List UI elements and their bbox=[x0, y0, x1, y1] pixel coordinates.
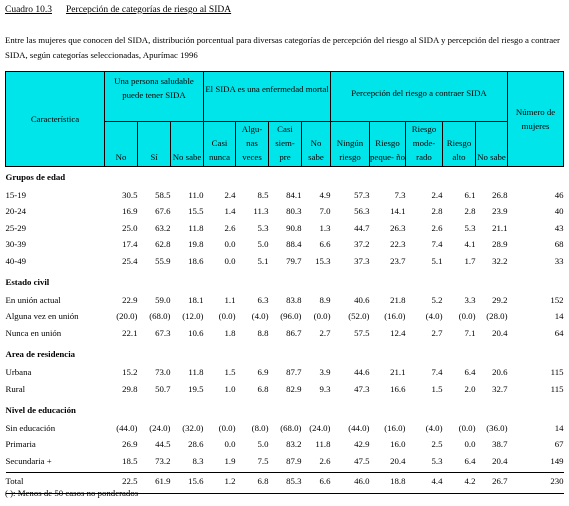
header-col: Sí bbox=[138, 122, 171, 167]
table-cell: 85.3 bbox=[269, 473, 302, 490]
table-cell: 9.3 bbox=[319, 383, 331, 394]
table-cell: 5.3 bbox=[257, 222, 269, 233]
table-cell: 79.7 bbox=[286, 255, 302, 266]
row-label: Sin educación bbox=[5, 423, 56, 434]
header-characteristic: Característica bbox=[6, 72, 105, 167]
row-label: En unión actual bbox=[5, 295, 61, 306]
table-cell: 1.1 bbox=[224, 295, 236, 306]
table-cell: 64 bbox=[554, 327, 564, 338]
table-cell: 57.5 bbox=[354, 327, 370, 338]
header-group-mortal: El SIDA es una enfermedad mortal bbox=[204, 72, 331, 122]
table-cell: (32.0) bbox=[182, 423, 204, 434]
table-cell: 7.4 bbox=[431, 239, 443, 250]
table-cell: 6.8 bbox=[236, 473, 269, 490]
table-cell: 1.9 bbox=[224, 455, 236, 466]
table-cell: 1.5 bbox=[431, 383, 443, 394]
row-label: 40-49 bbox=[5, 255, 27, 266]
table-cell: 44.7 bbox=[354, 222, 370, 233]
table-cell: 15.5 bbox=[188, 206, 204, 217]
table-cell: 67 bbox=[554, 439, 564, 450]
table-cell: 20.4 bbox=[492, 455, 508, 466]
table-cell: 2.4 bbox=[431, 190, 443, 200]
table-cell: 5.1 bbox=[257, 255, 269, 266]
header-col: No sabe bbox=[476, 122, 508, 167]
footnote: ( ): Menos de 50 casos no ponderados bbox=[5, 488, 139, 498]
table-cell: (8.0) bbox=[251, 423, 269, 434]
table-cell: 11.3 bbox=[253, 206, 269, 217]
header-col: Riesgo peque- ño bbox=[370, 122, 406, 167]
table-cell: 7.3 bbox=[394, 190, 406, 200]
table-cell: 47.5 bbox=[354, 455, 370, 466]
table-cell: (0.0) bbox=[458, 311, 476, 322]
table-cell: 2.5 bbox=[431, 439, 443, 450]
header-col: No sabe bbox=[171, 122, 204, 167]
table-cell: 22.1 bbox=[122, 327, 138, 338]
table-row bbox=[6, 220, 564, 236]
table-cell: 25.0 bbox=[122, 222, 138, 233]
table-cell: (4.0) bbox=[425, 311, 443, 322]
table-cell: 22.5 bbox=[105, 473, 138, 490]
table-cell: (96.0) bbox=[280, 311, 302, 322]
table-row bbox=[6, 381, 564, 397]
table-cell: 12.4 bbox=[390, 327, 406, 338]
table-row bbox=[6, 236, 564, 252]
table-cell: 43 bbox=[554, 222, 564, 233]
table-cell: (0.0) bbox=[218, 311, 236, 322]
table-cell: 44.5 bbox=[155, 439, 171, 450]
table-cell: 5.2 bbox=[431, 295, 443, 306]
table-cell: 25.4 bbox=[122, 255, 138, 266]
table-cell: 3.9 bbox=[319, 367, 331, 378]
table-cell: 6.8 bbox=[257, 383, 269, 394]
table-cell: 15.6 bbox=[171, 473, 204, 490]
row-label: Nunca en unión bbox=[5, 327, 62, 338]
table-cell: 15.3 bbox=[315, 255, 331, 266]
table-cell: (68.0) bbox=[149, 311, 171, 322]
table-cell: 32.7 bbox=[492, 383, 508, 394]
table-cell: 17.4 bbox=[122, 239, 138, 250]
table-body bbox=[6, 167, 564, 494]
table-row bbox=[6, 292, 564, 308]
table-cell: 83.2 bbox=[286, 439, 302, 450]
table-cell: 86.7 bbox=[286, 327, 302, 338]
table-row bbox=[6, 308, 564, 324]
table-cell: 87.9 bbox=[286, 455, 302, 466]
table-cell: (52.0) bbox=[348, 311, 370, 322]
row-label: Secundaria + bbox=[5, 455, 52, 466]
table-cell: 20.6 bbox=[492, 367, 508, 378]
table-cell: (12.0) bbox=[182, 311, 204, 322]
table-cell: 37.2 bbox=[354, 239, 370, 250]
row-label: Urbana bbox=[5, 367, 32, 378]
table-cell: 55.9 bbox=[155, 255, 171, 266]
table-cell: 30.5 bbox=[122, 190, 138, 200]
table-cell: 56.3 bbox=[354, 206, 370, 217]
table-row bbox=[6, 420, 564, 436]
table-cell: (28.0) bbox=[486, 311, 508, 322]
table-cell: 2.0 bbox=[464, 383, 476, 394]
section-header-row bbox=[6, 167, 564, 188]
table-cell: 18.6 bbox=[188, 255, 204, 266]
table-cell: 28.9 bbox=[492, 239, 508, 250]
table-cell: 46.0 bbox=[331, 473, 370, 490]
table-cell: 68 bbox=[554, 239, 564, 250]
table-row bbox=[6, 436, 564, 452]
table-cell: 16.0 bbox=[390, 439, 406, 450]
table-cell: 2.7 bbox=[431, 327, 443, 338]
table-cell: 16.9 bbox=[122, 206, 138, 217]
section-title: Area de residencia bbox=[5, 349, 76, 360]
table-cell: (44.0) bbox=[348, 423, 370, 434]
table-cell: (24.0) bbox=[149, 423, 171, 434]
table-cell: 4.2 bbox=[443, 473, 476, 490]
table-description: Entre las mujeres que conocen del SIDA, distribución porcentual para diversas categorías de percepción del riesgo al SIDA y percepción del riesgo a contraer SIDA, según categorías seleccionadas, Apurímac 1996 bbox=[5, 35, 560, 60]
table-cell: 5.0 bbox=[257, 439, 269, 450]
table-cell: 73.2 bbox=[155, 455, 171, 466]
table-caption: Percepción de categorías de riesgo al SIDA bbox=[65, 5, 232, 15]
table-cell: 7.5 bbox=[257, 455, 269, 466]
table-cell: 29.2 bbox=[492, 295, 508, 306]
table-cell: 11.8 bbox=[315, 439, 331, 450]
section-header-row bbox=[6, 400, 564, 420]
table-cell: 22.9 bbox=[122, 295, 138, 306]
table-cell: 67.3 bbox=[155, 327, 171, 338]
table-cell: 37.3 bbox=[354, 255, 370, 266]
table-cell: 6.4 bbox=[464, 455, 476, 466]
row-label: Alguna vez en unión bbox=[5, 311, 79, 322]
table-cell: 32.2 bbox=[492, 255, 508, 266]
table-cell: 16.6 bbox=[390, 383, 406, 394]
table-cell: 19.8 bbox=[188, 239, 204, 250]
section-title: Grupos de edad bbox=[5, 172, 66, 182]
table-cell: (36.0) bbox=[486, 423, 508, 434]
table-cell: 40 bbox=[554, 206, 564, 217]
table-cell: (16.0) bbox=[384, 311, 406, 322]
table-cell: 8.9 bbox=[319, 295, 331, 306]
table-cell: 26.8 bbox=[492, 190, 508, 200]
table-cell: 1.0 bbox=[224, 383, 236, 394]
table-cell: (68.0) bbox=[280, 423, 302, 434]
table-cell: 6.1 bbox=[464, 190, 476, 200]
table-cell: (4.0) bbox=[425, 423, 443, 434]
table-cell: 28.6 bbox=[188, 439, 204, 450]
header-number-women: Número de mujeres bbox=[508, 72, 564, 167]
table-cell: (0.0) bbox=[313, 311, 331, 322]
table-cell: 4.9 bbox=[319, 190, 331, 200]
table-cell: 44.6 bbox=[354, 367, 370, 378]
table-cell: 23.9 bbox=[492, 206, 508, 217]
table-cell: (4.0) bbox=[251, 311, 269, 322]
table-cell: 1.2 bbox=[204, 473, 236, 490]
data-table bbox=[5, 71, 564, 494]
row-label: 25-29 bbox=[5, 222, 27, 233]
table-cell: 2.6 bbox=[319, 455, 331, 466]
table-cell: 11.0 bbox=[188, 190, 204, 200]
table-cell: 1.5 bbox=[224, 367, 236, 378]
table-cell: 61.9 bbox=[138, 473, 171, 490]
table-row bbox=[6, 187, 564, 203]
header-group-risk: Percepción del riesgo a contraer SIDA bbox=[331, 72, 508, 122]
table-cell: 40.6 bbox=[354, 295, 370, 306]
row-label: 15-19 bbox=[5, 190, 27, 200]
table-cell: 3.3 bbox=[464, 295, 476, 306]
table-cell: 6.6 bbox=[319, 239, 331, 250]
table-cell: 7.4 bbox=[431, 367, 443, 378]
table-cell: 33 bbox=[554, 255, 564, 266]
table-cell: 63.2 bbox=[155, 222, 171, 233]
table-cell: 0.0 bbox=[224, 439, 236, 450]
table-cell: (0.0) bbox=[218, 423, 236, 434]
table-cell: 0.0 bbox=[224, 255, 236, 266]
table-cell: 26.3 bbox=[390, 222, 406, 233]
header-group-healthy: Una persona saludable puede tener SIDA bbox=[105, 72, 204, 122]
table-cell: 18.1 bbox=[188, 295, 204, 306]
table-cell: 59.0 bbox=[155, 295, 171, 306]
table-cell: 50.7 bbox=[155, 383, 171, 394]
table-number: Cuadro 10.3 bbox=[5, 5, 52, 15]
header-col: Riesgo mode- rado bbox=[406, 122, 443, 167]
table-title bbox=[5, 5, 231, 15]
table-cell: 1.7 bbox=[464, 255, 476, 266]
table-cell: 6.3 bbox=[257, 295, 269, 306]
table-cell: 6.4 bbox=[464, 367, 476, 378]
table-cell: 42.9 bbox=[354, 439, 370, 450]
table-cell: 0.0 bbox=[464, 439, 476, 450]
table-cell: 5.0 bbox=[257, 239, 269, 250]
table-cell: 26.9 bbox=[122, 439, 138, 450]
table-cell: 6.9 bbox=[257, 367, 269, 378]
header-col: Ningún riesgo bbox=[331, 122, 370, 167]
table-cell: 4.4 bbox=[406, 473, 443, 490]
table-cell: 1.8 bbox=[224, 327, 236, 338]
table-cell: 20.4 bbox=[390, 455, 406, 466]
row-label: Rural bbox=[5, 383, 26, 394]
table-cell: 87.7 bbox=[286, 367, 302, 378]
table-cell: 2.6 bbox=[224, 222, 236, 233]
table-cell: 20.4 bbox=[492, 327, 508, 338]
row-label: 30-39 bbox=[5, 239, 27, 250]
table-cell: 115 bbox=[550, 367, 564, 378]
table-cell: 5.3 bbox=[464, 222, 476, 233]
table-cell: 21.8 bbox=[390, 295, 406, 306]
table-cell: 2.7 bbox=[319, 327, 331, 338]
table-row bbox=[6, 253, 564, 269]
table-cell: 21.1 bbox=[492, 222, 508, 233]
header-col: Casi siem- pre bbox=[269, 122, 302, 167]
table-cell: 14 bbox=[554, 423, 564, 434]
table-cell: 0.0 bbox=[224, 239, 236, 250]
table-cell: 19.5 bbox=[188, 383, 204, 394]
table-cell: 26.7 bbox=[476, 473, 508, 490]
table-cell: 11.8 bbox=[188, 222, 204, 233]
table-cell: 29.8 bbox=[122, 383, 138, 394]
table-cell: 14.1 bbox=[390, 206, 406, 217]
header-col: Riesgo alto bbox=[443, 122, 476, 167]
table-cell: (20.0) bbox=[116, 311, 138, 322]
table-row bbox=[6, 453, 564, 469]
table-cell: 5.3 bbox=[431, 455, 443, 466]
table-cell: 83.8 bbox=[286, 295, 302, 306]
table-cell: 2.8 bbox=[431, 206, 443, 217]
section-title: Nivel de educación bbox=[5, 405, 76, 416]
header-col: Algu- nas veces bbox=[236, 122, 269, 167]
table-cell: 5.1 bbox=[431, 255, 443, 266]
table-row bbox=[6, 203, 564, 219]
table-cell: (16.0) bbox=[384, 423, 406, 434]
table-cell: 58.5 bbox=[155, 190, 171, 200]
table-cell: 57.3 bbox=[354, 190, 370, 200]
table-cell: 11.8 bbox=[188, 367, 204, 378]
table-cell: 230 bbox=[508, 473, 564, 490]
table-cell: 47.3 bbox=[354, 383, 370, 394]
table-cell: 82.9 bbox=[286, 383, 302, 394]
table-cell: 67.6 bbox=[155, 206, 171, 217]
table-cell: 2.4 bbox=[224, 190, 236, 200]
table-cell: 10.6 bbox=[188, 327, 204, 338]
row-label: Primaria bbox=[5, 439, 36, 450]
table-row bbox=[6, 325, 564, 341]
table-cell: 15.2 bbox=[122, 367, 138, 378]
table-cell: 18.5 bbox=[122, 455, 138, 466]
section-header-row bbox=[6, 272, 564, 292]
table-cell: 46 bbox=[554, 190, 564, 200]
table-cell: 18.8 bbox=[370, 473, 406, 490]
table-cell: 73.0 bbox=[155, 367, 171, 378]
table-cell: 2.6 bbox=[431, 222, 443, 233]
table-cell: 8.5 bbox=[257, 190, 269, 200]
table-cell: 6.6 bbox=[302, 473, 331, 490]
table-row bbox=[6, 364, 564, 380]
table-cell: (0.0) bbox=[458, 423, 476, 434]
header-col: No bbox=[105, 122, 138, 167]
table-cell: 21.1 bbox=[390, 367, 406, 378]
table-cell: 38.7 bbox=[492, 439, 508, 450]
table-cell: (44.0) bbox=[116, 423, 138, 434]
row-label: 20-24 bbox=[5, 206, 27, 217]
table-cell: 80.3 bbox=[286, 206, 302, 217]
table-cell: 149 bbox=[550, 455, 564, 466]
section-header-row bbox=[6, 344, 564, 364]
table-cell: 7.0 bbox=[319, 206, 331, 217]
table-cell: 14 bbox=[554, 311, 564, 322]
table-cell: 7.1 bbox=[464, 327, 476, 338]
table-cell: 152 bbox=[550, 295, 564, 306]
table-cell: 2.8 bbox=[464, 206, 476, 217]
table-cell: 88.4 bbox=[286, 239, 302, 250]
table-cell: 115 bbox=[550, 383, 564, 394]
table-cell: 23.7 bbox=[390, 255, 406, 266]
table-cell: 84.1 bbox=[286, 190, 302, 200]
table-cell: 8.3 bbox=[192, 455, 204, 466]
header-col: Casi nunca bbox=[204, 122, 236, 167]
row-label: Total bbox=[6, 473, 105, 490]
table-cell: 22.3 bbox=[390, 239, 406, 250]
header-col: No sabe bbox=[302, 122, 331, 167]
table-cell: (24.0) bbox=[309, 423, 331, 434]
table-cell: 1.3 bbox=[319, 222, 331, 233]
table-cell: 8.8 bbox=[257, 327, 269, 338]
section-title: Estado civil bbox=[5, 277, 50, 288]
table-cell: 90.8 bbox=[286, 222, 302, 233]
table-cell: 1.4 bbox=[224, 206, 236, 217]
table-cell: 62.8 bbox=[155, 239, 171, 250]
table-cell: 4.1 bbox=[464, 239, 476, 250]
